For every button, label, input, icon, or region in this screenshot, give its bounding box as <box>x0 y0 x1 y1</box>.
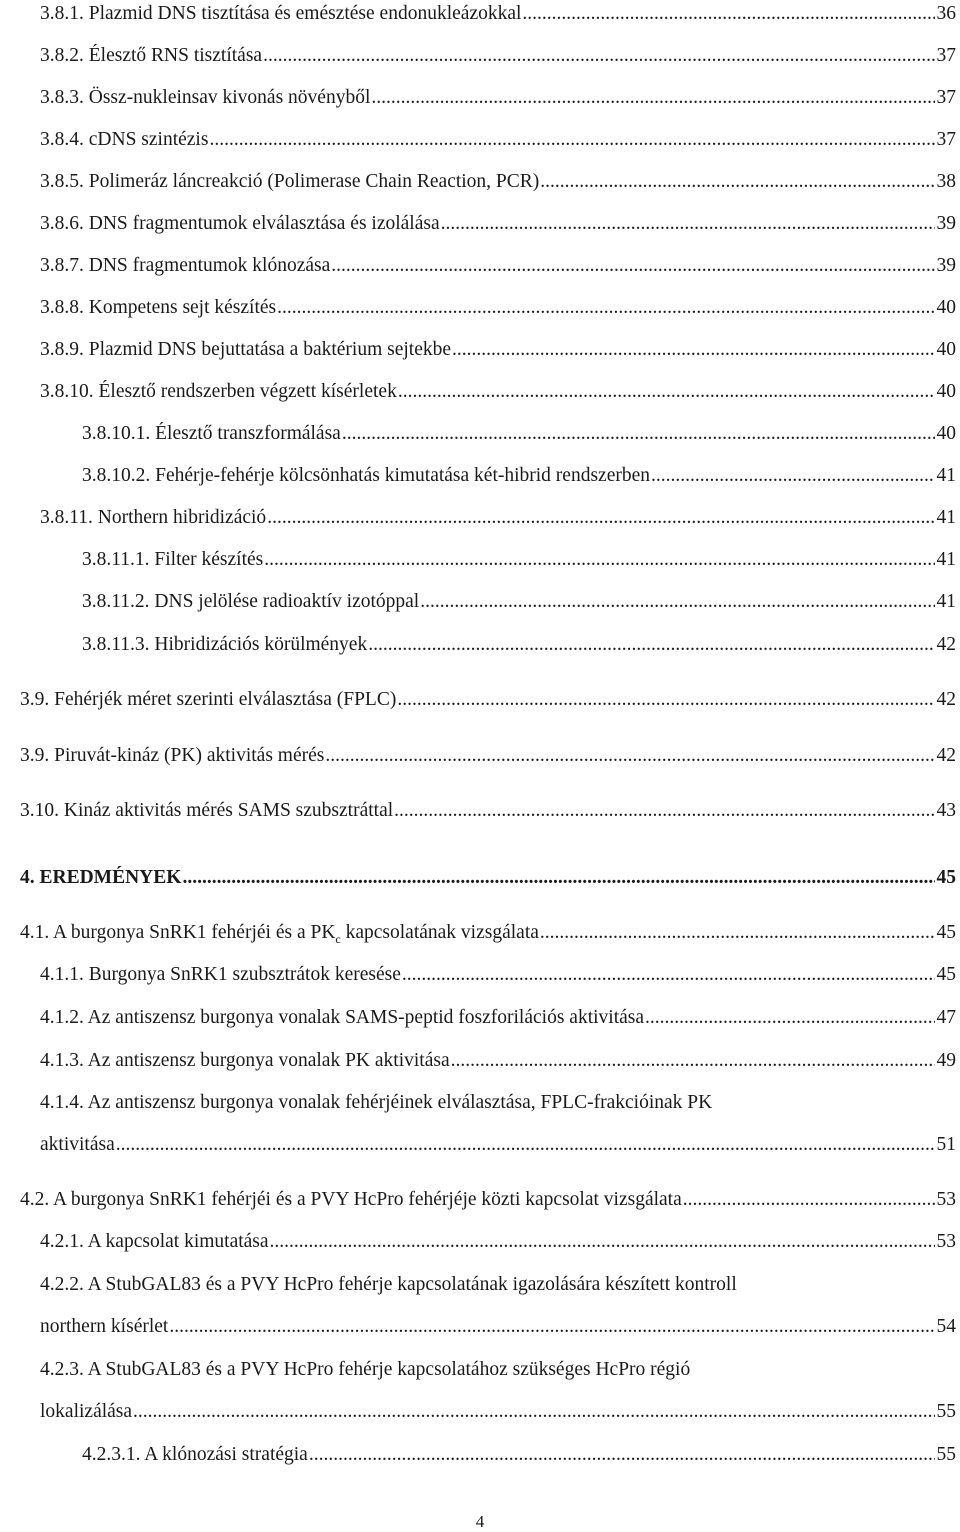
toc-leader-dots <box>270 1230 935 1254</box>
toc-leader-dots <box>420 590 935 614</box>
toc-leader-dots <box>368 633 935 657</box>
toc-entry-title: 4.1.2. Az antiszensz burgonya vonalak SAMS-peptid foszforilációs aktivitása <box>40 1007 645 1028</box>
toc-leader-dots <box>683 1188 935 1212</box>
toc-entry[interactable] <box>82 590 956 614</box>
toc-entry[interactable] <box>82 464 956 488</box>
toc-entry[interactable] <box>40 1315 956 1339</box>
toc-leader-dots <box>540 170 935 194</box>
toc-entry-wrapped[interactable] <box>40 1091 956 1115</box>
toc-entry[interactable] <box>40 1230 956 1254</box>
toc-leader-dots <box>116 1133 935 1157</box>
toc-entry[interactable] <box>40 338 956 362</box>
toc-entry[interactable] <box>20 921 956 945</box>
toc-leader-dots <box>182 866 935 890</box>
toc-entry[interactable] <box>40 1400 956 1424</box>
toc-entry[interactable] <box>40 128 956 152</box>
toc-entry[interactable] <box>40 1006 956 1030</box>
toc-entry[interactable] <box>40 963 956 987</box>
toc-entry[interactable] <box>40 254 956 278</box>
toc-leader-dots <box>264 548 935 572</box>
toc-entry[interactable] <box>20 799 956 823</box>
toc-entry-title: 3.8.11.3. Hibridizációs körülmények <box>82 634 368 655</box>
toc-entry-title <box>20 921 539 945</box>
toc-entry[interactable] <box>82 633 956 657</box>
toc-entry-title: 3.8.9. Plazmid DNS bejuttatása a baktérium sejtekbe <box>40 339 452 360</box>
toc-entry-page: 53 <box>936 1189 956 1210</box>
toc-entry[interactable] <box>82 1443 956 1467</box>
toc-entry[interactable] <box>40 506 956 530</box>
toc-entry-page: 49 <box>936 1050 956 1071</box>
toc-entry[interactable] <box>20 1188 956 1212</box>
toc-entry-title: 3.8.10.2. Fehérje-fehérje kölcsönhatás kimutatása két-hibrid rendszerben <box>82 465 651 486</box>
toc-entry-title: 3.8.10.1. Élesztő transzformálása <box>82 423 341 444</box>
toc-entry-page: 36 <box>936 3 956 24</box>
toc-entry-title: 3.9. Piruvát-kináz (PK) aktivitás mérés <box>20 745 325 766</box>
toc-leader-dots <box>441 212 935 236</box>
toc-leader-dots <box>402 963 935 987</box>
toc-entry-page: 40 <box>936 297 956 318</box>
toc-leader-dots <box>331 254 935 278</box>
toc-entry-page: 54 <box>936 1316 956 1337</box>
toc-entry-page: 41 <box>936 591 956 612</box>
toc-entry-page: 43 <box>936 800 956 821</box>
toc-entry-title: 4. EREDMÉNYEK <box>20 867 182 888</box>
toc-entry-page: 37 <box>936 129 956 150</box>
toc-entry-title: 4.2.3. A StubGAL83 és a PVY HcPro fehérje kapcsolatához szükséges HcPro régió <box>40 1359 691 1380</box>
toc-leader-dots <box>342 422 935 446</box>
toc-entry-title: 3.8.6. DNS fragmentumok elválasztása és izolálása <box>40 213 440 234</box>
toc-entry[interactable] <box>82 422 956 446</box>
toc-entry-title: 3.8.10. Élesztő rendszerben végzett kísérletek <box>40 381 397 402</box>
toc-entry-title: 4.2.1. A kapcsolat kimutatása <box>40 1231 269 1252</box>
toc-entry-title: 3.8.11.2. DNS jelölése radioaktív izotóppal <box>82 591 420 612</box>
toc-entry[interactable] <box>40 380 956 404</box>
toc-leader-dots <box>651 464 935 488</box>
toc-entry-title: 3.8.2. Élesztő RNS tisztítása <box>40 45 263 66</box>
toc-entry-page: 53 <box>936 1231 956 1252</box>
toc-entry[interactable] <box>40 2 956 26</box>
toc-entry-page: 41 <box>936 549 956 570</box>
toc-entry-title: aktivitása <box>40 1134 115 1155</box>
page-number: 4 <box>475 1512 485 1531</box>
toc-entry[interactable] <box>20 688 956 712</box>
toc-leader-dots <box>263 44 935 68</box>
toc-entry-page: 42 <box>936 634 956 655</box>
toc-entry-title: 4.2.2. A StubGAL83 és a PVY HcPro fehérje kapcsolatának igazolására készített kontroll <box>40 1274 737 1295</box>
toc-entry-title: 3.8.4. cDNS szintézis <box>40 129 209 150</box>
toc-entry-page: 40 <box>936 339 956 360</box>
toc-entry-page: 41 <box>936 465 956 486</box>
toc-leader-dots <box>133 1400 935 1424</box>
toc-entry-title: northern kísérlet <box>40 1316 169 1337</box>
toc-entry-title: 3.8.5. Polimeráz láncreakció (Polimerase Chain Reaction, PCR) <box>40 171 540 192</box>
toc-entry-title: 4.1.4. Az antiszensz burgonya vonalak fehérjéinek elválasztása, FPLC-frakcióinak PK <box>40 1092 713 1113</box>
toc-entry-page: 39 <box>936 213 956 234</box>
toc-entry-title: 3.10. Kináz aktivitás mérés SAMS szubsztráttal <box>20 800 394 821</box>
toc-entry[interactable] <box>40 212 956 236</box>
toc-entry-wrapped[interactable] <box>40 1273 956 1297</box>
toc-leader-dots <box>451 1049 935 1073</box>
toc-leader-dots <box>645 1006 935 1030</box>
toc-entry-subscript: c <box>335 932 341 945</box>
toc-entry[interactable] <box>40 296 956 320</box>
toc-leader-dots <box>394 799 935 823</box>
toc-entry[interactable] <box>20 744 956 768</box>
toc-entry-title-part: kapcsolatának vizsgálata <box>340 922 539 943</box>
toc-leader-dots <box>325 744 935 768</box>
toc-leader-dots <box>169 1315 935 1339</box>
toc-entry-title: 3.8.3. Össz-nukleinsav kivonás növényből <box>40 87 371 108</box>
toc-entry-title: 3.8.7. DNS fragmentumok klónozása <box>40 255 331 276</box>
toc-leader-dots <box>267 506 935 530</box>
toc-entry-page: 37 <box>936 45 956 66</box>
toc-entry[interactable] <box>40 1133 956 1157</box>
toc-leader-dots <box>452 338 935 362</box>
toc-entry-title: lokalizálása <box>40 1401 133 1422</box>
toc-entry-title: 3.8.1. Plazmid DNS tisztítása és emésztése endonukleázokkal <box>40 3 522 24</box>
toc-entry-page: 42 <box>936 689 956 710</box>
toc-chapter-entry[interactable] <box>20 866 956 890</box>
toc-entry-page: 40 <box>936 423 956 444</box>
toc-entry-page: 55 <box>936 1401 956 1422</box>
toc-entry[interactable] <box>40 1049 956 1073</box>
toc-leader-dots <box>540 921 935 945</box>
toc-entry[interactable] <box>40 86 956 110</box>
toc-entry-page: 55 <box>936 1444 956 1465</box>
toc-entry-title-part: 4.1. A burgonya SnRK1 fehérjéi és a PK <box>20 922 336 943</box>
toc-entry-page: 37 <box>936 87 956 108</box>
toc-entry-title: 3.9. Fehérjék méret szerinti elválasztása (FPLC) <box>20 689 397 710</box>
toc-entry[interactable] <box>82 548 956 572</box>
toc-entry-page: 40 <box>936 381 956 402</box>
toc-entry-page: 47 <box>936 1007 956 1028</box>
toc-entry-title: 4.1.3. Az antiszensz burgonya vonalak PK aktivitása <box>40 1050 450 1071</box>
toc-entry-title: 4.1.1. Burgonya SnRK1 szubsztrátok keresése <box>40 964 401 985</box>
toc-entry-title: 3.8.11.1. Filter készítés <box>82 549 264 570</box>
toc-entry-title: 3.8.11. Northern hibridizáció <box>40 507 267 528</box>
toc-entry-page: 51 <box>936 1134 956 1155</box>
toc-entry-page: 39 <box>936 255 956 276</box>
toc-entry[interactable] <box>40 44 956 68</box>
toc-leader-dots <box>522 2 935 26</box>
toc-leader-dots <box>277 296 935 320</box>
toc-leader-dots <box>209 128 935 152</box>
toc-entry-page: 38 <box>936 171 956 192</box>
toc-entry-page: 45 <box>936 964 956 985</box>
toc-leader-dots <box>309 1443 935 1467</box>
toc-leader-dots <box>371 86 935 110</box>
toc-entry-title: 3.8.8. Kompetens sejt készítés <box>40 297 277 318</box>
toc-entry-wrapped[interactable] <box>40 1358 956 1382</box>
toc-entry-page: 41 <box>936 507 956 528</box>
toc-entry-page: 45 <box>936 867 956 888</box>
toc-entry-page: 42 <box>936 745 956 766</box>
toc-entry[interactable] <box>40 170 956 194</box>
toc-entry-title: 4.2. A burgonya SnRK1 fehérjéi és a PVY HcPro fehérjéje közti kapcsolat vizsgálata <box>20 1189 682 1210</box>
toc-entry-title: 4.2.3.1. A klónozási stratégia <box>82 1444 308 1465</box>
toc-leader-dots <box>397 688 935 712</box>
toc-entry-page: 45 <box>936 922 956 943</box>
toc-leader-dots <box>398 380 935 404</box>
